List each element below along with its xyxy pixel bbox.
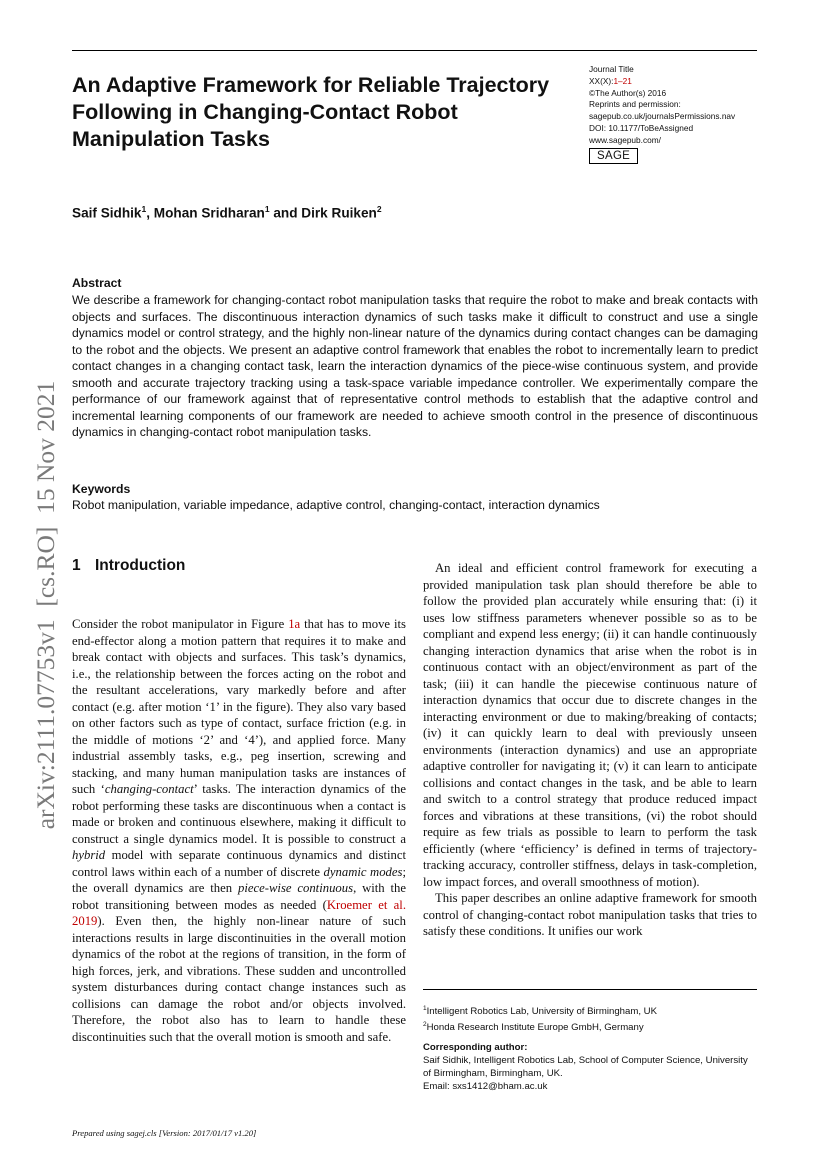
body-column-left [72, 616, 406, 1045]
author-name: Mohan Sridharan [153, 205, 265, 221]
journal-reprints: Reprints and permission: [589, 99, 681, 110]
section-heading [72, 557, 185, 575]
author-affiliation-mark: 1 [264, 204, 270, 214]
paragraph: Consider the robot manipulator in Figure 1a that has to move its end-effector along a motion pattern that requires it to make and break contact with objects and surfaces. This task’s dynamics, i.e., the relationship between the forces acting on the robot and the resultant accelerations, vary markedly before and after contact (e.g. after motion ‘1’ in the figure). They also vary based on other factors such as type of contact, surface friction (e.g. in the middle of motions ‘2’ and ‘4’), and applied force. Many industrial assembly tasks, e.g., peg insertion, screwing and stacking, and many human manipulation tasks are instances of such ‘changing-contact’ tasks. The interaction dynamics of the robot performing these tasks are discontinuous when a contact is made or broken and continuous elsewhere, making it difficult to construct a single dynamics model. It is possible to construct a hybrid model with separate continuous dynamics and distinct control laws within each of a number of discrete dynamic modes; the overall dynamics are then piece-wise continuous, with the robot transitioning between modes as needed (Kroemer et al. 2019). Even then, the highly non-linear nature of such interactions results in large discontinuities in the overall motion dynamics of the robot at the regions of transition, in the form of high forces, jerk, and vibrations. These sudden and uncontrolled system disturbances during contact change instances such as collisions can damage the robot and/or objects involved. Therefore, the robot also has to learn to handle these discontinuities such that the overall motion is smooth and safe. [72, 617, 407, 1044]
arxiv-stamp-text: arXiv:2111.07753v1 [cs.RO] 15 Nov 2021 [31, 380, 60, 830]
author-affiliation-mark: 1 [141, 204, 147, 214]
journal-info [589, 64, 789, 164]
journal-reprints-url: sagepub.co.uk/journalsPermissions.nav [589, 111, 736, 122]
journal-copyright: ©The Author(s) 2016 [589, 87, 667, 98]
author-list: Saif Sidhik$^1$, Mohan Sridharan$^1$ and Dirk Ruiken$^2$ [72, 204, 382, 221]
class-file-name: sagej.cls [126, 1128, 157, 1138]
author-name: Saif Sidhik [72, 205, 142, 221]
paper-title: An Adaptive Framework for Reliable Trajectory Following in Changing-Contact Robot Manipulation Tasks [72, 73, 550, 151]
abstract-text: We describe a framework for changing-contact robot manipulation tasks that require the robot to make and break contacts with objects and surfaces. The discontinuous interaction dynamics of such tasks make it difficult to construct and use a single dynamics model or control strategy, and the highly non-linear nature of the dynamics during contact changes can be damaging to the robot and the objects. We present an adaptive control framework that enables the robot to incrementally learn to predict contact changes in a changing contact task, learn the interaction dynamics of the piece-wise continuous system, and provide smooth and accurate trajectory tracking using a task-space variable impedance controller. We experimentally compare the performance of our framework against that of representative control methods to establish that the adaptive control and incremental learning components of our framework are needed to achieve smooth control in the presence of discontinuous dynamics in changing-contact robot manipulation tasks. [72, 293, 758, 439]
page-range-link[interactable]: 1–21 [613, 75, 632, 86]
figure-link[interactable]: 1a [288, 617, 301, 631]
author-name: Dirk Ruiken [301, 205, 377, 221]
footnote-rule [423, 989, 757, 990]
body-column-right [423, 560, 757, 940]
header-rule [72, 50, 757, 51]
corresponding-author-text: Saif Sidhik, Intelligent Robotics Lab, School of Computer Science, University of Birmingham, Birmingham, UK. [423, 1055, 748, 1079]
journal-volume: XX(X):1–21 [589, 75, 632, 86]
keywords-text: Robot manipulation, variable impedance, adaptive control, changing-contact, interaction dynamics [72, 498, 600, 512]
corresponding-author-heading: Corresponding author: [423, 1042, 528, 1053]
prepared-using-note: Prepared using sagej.cls [Version: 2017/01/17 v1.20] [72, 1128, 257, 1138]
keywords-heading: Keywords [72, 482, 131, 496]
journal-website: www.sagepub.com/ [589, 134, 661, 145]
affiliation-1: $^1$Intelligent Robotics Lab, University of Birmingham, UK [423, 1005, 657, 1018]
citation-link[interactable]: Kroemer et al. 2019 [72, 897, 406, 928]
paragraph: This paper describes an online adaptive framework for smooth control of changing-contact robot manipulation tasks that tries to satisfy these conditions. It unifies our work [423, 891, 757, 938]
affiliation-2: $^2$Honda Research Institute Europe GmbH, Germany [423, 1021, 644, 1034]
corresponding-author-email: Email: sxs1412@bham.ac.uk [423, 1081, 548, 1092]
affiliation-footnotes [423, 1002, 757, 1034]
section-number: 1 [72, 557, 81, 574]
arxiv-stamp [22, 360, 62, 850]
journal-title: Journal Title [589, 64, 634, 74]
author-affiliation-mark: 2 [376, 204, 382, 214]
abstract-heading: Abstract [72, 276, 122, 290]
sage-logo: SAGE [589, 148, 638, 164]
paragraph: An ideal and efficient control framework for executing a provided manipulation task plan should therefore be able to follow the provided plan accurately while ensuring that: (i) it uses low stiffness parameters whenever possible so as to be compliant and expend less energy; (ii) it can handle continuously changing interaction dynamics that arise when the robot is in continuous contact with an object/environment as part of the task; (iii) it can handle the piecewise continuous nature of interaction dynamics that occur due to discrete changes in the interacting environment or due to making/breaking of contacts; (iv) it can quickly learn to deal with previously unseen environments (interaction dynamics) and use an appropriate adaptive controller for navigating it; (v) it can learn to anticipate collisions and contact changes in the task, and be able to learn and switch to a control strategy that produce reduced impact forces and vibrations at these transitions, (vi) the robot should require as few trials as possible to learn to perform the task efficiently (where ‘efficiency’ is defined in terms of trajectory-tracking accuracy, controller stiffness, delays in task-completion, low impact forces, and overall smoothness of motion). [423, 561, 757, 889]
corresponding-author [423, 1041, 757, 1093]
section-title: Introduction [95, 557, 186, 574]
journal-doi: DOI: 10.1177/ToBeAssigned [589, 122, 694, 133]
